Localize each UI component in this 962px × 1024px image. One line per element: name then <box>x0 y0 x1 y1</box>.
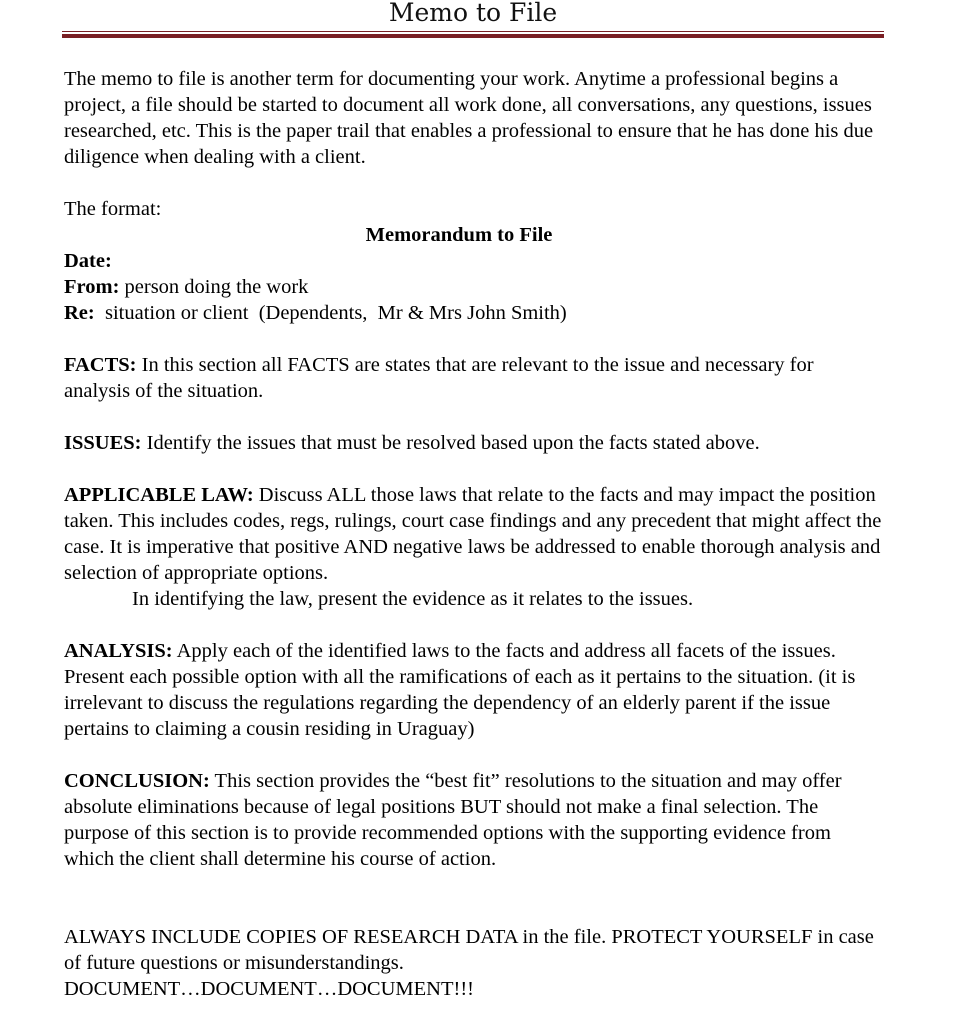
issues-text: Identify the issues that must be resolved based upon the facts stated above. <box>141 432 760 454</box>
analysis-label: ANALYSIS: <box>64 640 173 662</box>
analysis-section <box>64 638 884 742</box>
analysis-text: Apply each of the identified laws to the facts and address all facets of the issues. Present each possible option with all the ramifications of each as it pertains to the situation. (it is irrelevant to discuss the regulations regarding the dependency of an elderly parent if the issue pertains to claiming a cousin residing in Uraguay) <box>64 640 856 740</box>
conclusion-label: CONCLUSION: <box>64 770 210 792</box>
conclusion-text: This section provides the “best fit” resolutions to the situation and may offer absolute eliminations because of legal positions BUT should not make a final selection. The purpose of this section is to provide recommended options with the supporting evidence from which the client shall determine his course of action. <box>64 770 842 870</box>
facts-section <box>64 352 884 404</box>
conclusion-section <box>64 768 884 872</box>
memo-body <box>64 66 884 1002</box>
law-section <box>64 482 884 586</box>
title-rule-thin <box>62 31 884 32</box>
law-text: Discuss ALL those laws that relate to the facts and may impact the position taken. This includes codes, regs, rulings, court case findings and any precedent that might affect the case. It is imperative that positive AND negative laws be addressed to enable thorough analysis and selection of appropriate options. <box>64 484 882 584</box>
facts-label: FACTS: <box>64 354 137 376</box>
issues-section <box>64 430 884 456</box>
from-field <box>64 274 884 300</box>
intro-paragraph: The memo to file is another term for documenting your work. Anytime a professional begins a project, a file should be started to document all work done, all conversations, any questions, issues researched, etc. This is the paper trail that enables a professional to ensure that he has done his due diligence when dealing with a client. <box>64 68 874 168</box>
from-label: From: <box>64 276 120 298</box>
date-field <box>64 248 884 274</box>
page-title: Memo to File <box>388 0 558 27</box>
date-label: Date: <box>64 250 112 272</box>
format-label: The format: <box>64 198 162 220</box>
re-value: situation or client (Dependents, Mr & Mrs John Smith) <box>94 302 567 324</box>
from-value: person doing the work <box>119 276 309 298</box>
memo-heading: Memorandum to File <box>365 224 553 246</box>
re-label: Re: <box>64 302 95 324</box>
footer-emphasis: DOCUMENT…DOCUMENT…DOCUMENT!!! <box>64 978 474 1000</box>
issues-label: ISSUES: <box>64 432 142 454</box>
facts-text: In this section all FACTS are states that are relevant to the issue and necessary for analysis of the situation. <box>64 354 814 402</box>
footer-note: ALWAYS INCLUDE COPIES OF RESEARCH DATA in the file. PROTECT YOURSELF in case of future questions or misunderstandings. <box>64 926 874 974</box>
law-note: In identifying the law, present the evidence as it relates to the issues. <box>132 588 694 610</box>
law-label: APPLICABLE LAW: <box>64 484 254 506</box>
re-field <box>64 300 884 326</box>
title-rule-thick <box>62 34 884 38</box>
